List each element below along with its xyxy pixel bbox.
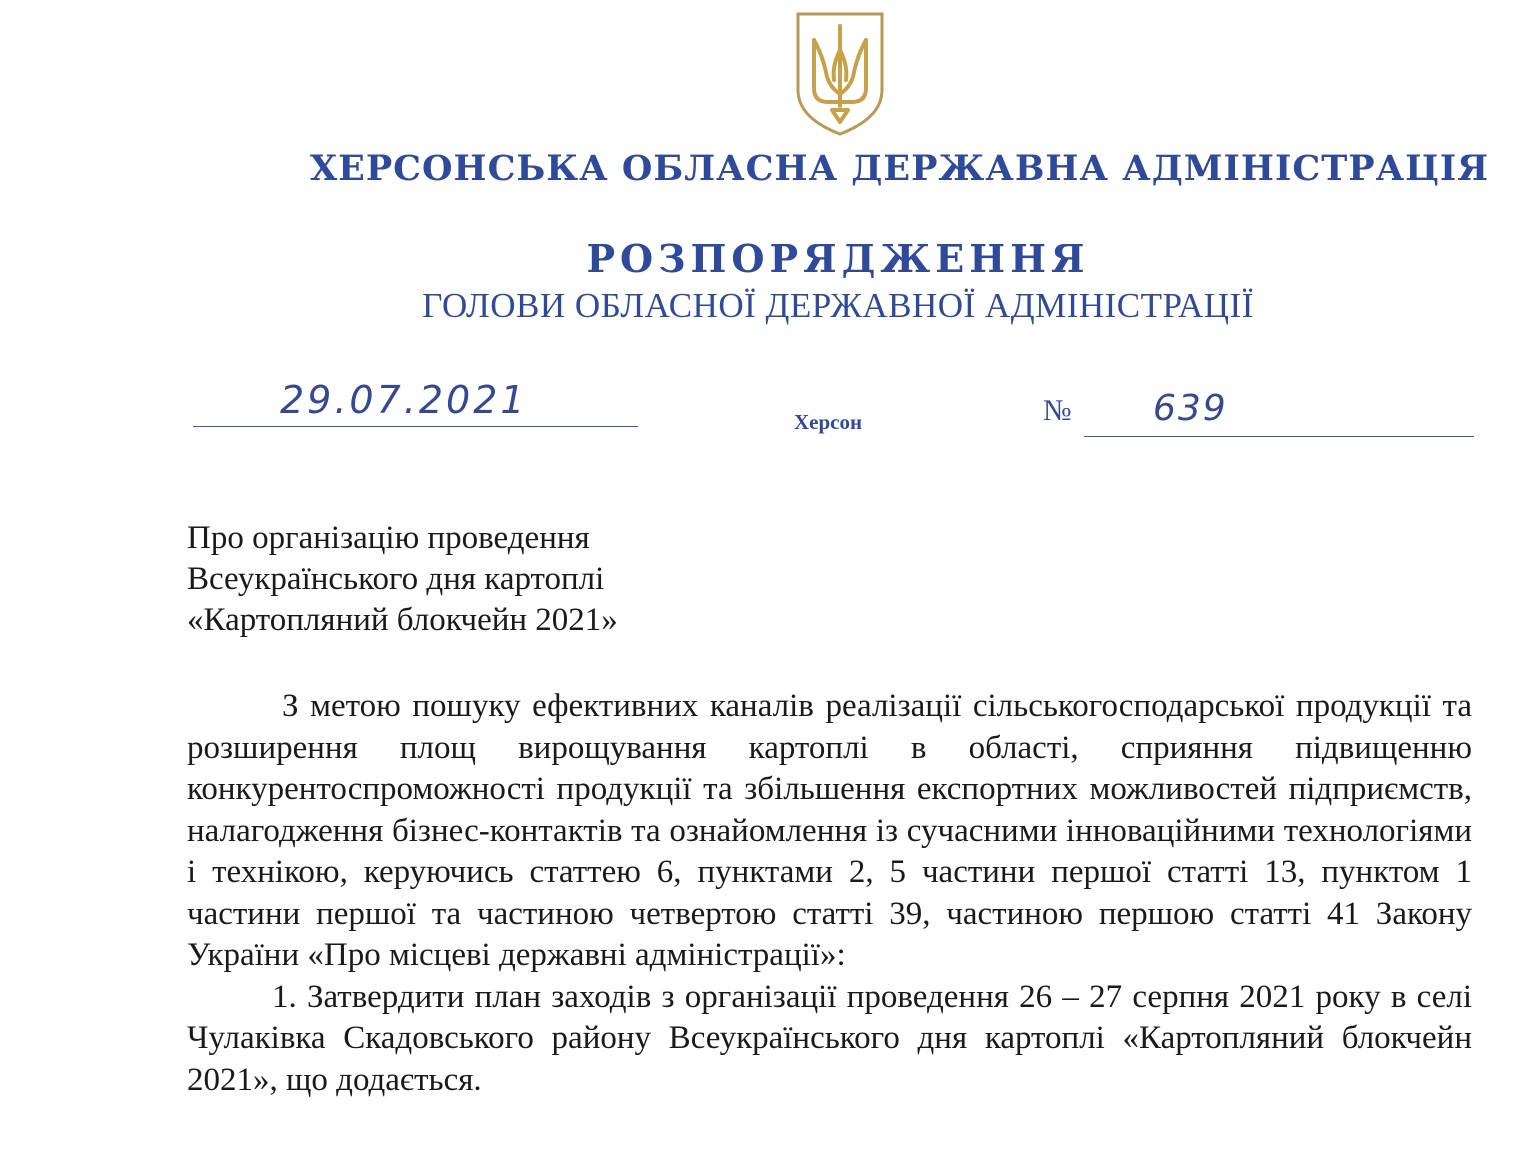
document-date: 29.07.2021 bbox=[280, 378, 528, 422]
document-subtitle: ГОЛОВИ ОБЛАСНОЇ ДЕРЖАВНОЇ АДМІНІСТРАЦІЇ bbox=[422, 286, 1254, 325]
organization-title: ХЕРСОНСЬКА ОБЛАСНА ДЕРЖАВНА АДМІНІСТРАЦІЯ bbox=[310, 148, 1490, 189]
subject-line: Всеукраїнського дня картоплі bbox=[187, 561, 605, 597]
subject-line: «Картопляний блокчейн 2021» bbox=[187, 602, 618, 638]
preamble-paragraph: З метою пошуку ефективних каналів реалізації сільськогосподарської продукції та розширення площ вирощування картоплі в області, сприяння підвищенню конкурентоспроможності продукції та збільшення експортних можливостей підприємств, налагодження бізнес-контактів та ознайомлення із сучасними інноваційними технологіями і технікою, керуючись статтею 6, пунктами 2, 5 частини першої статті 13, пунктом 1 частини першої та частиною четвертою статті 39, частиною першою статті 41 Закону України «Про місцеві державні адміністрації»: bbox=[187, 688, 1472, 973]
number-sign: № bbox=[1043, 394, 1072, 427]
order-item-1: 1. Затвердити план заходів з організації проведення 26 – 27 серпня 2021 року в селі Чулаківка Скадовського району Всеукраїнського дня картоплі «Картопляний блокчейн 2021», що додається. bbox=[187, 978, 1472, 1098]
document-number: 639 bbox=[1153, 388, 1228, 429]
document-subject bbox=[187, 518, 887, 641]
document-city: Херсон bbox=[794, 410, 863, 434]
document-body bbox=[187, 686, 1472, 1101]
ukraine-trident-icon bbox=[792, 10, 888, 138]
document-type: РОЗПОРЯДЖЕННЯ bbox=[586, 236, 1090, 281]
number-underline bbox=[1084, 436, 1474, 437]
date-underline bbox=[193, 426, 638, 427]
subject-line: Про організацію проведення bbox=[187, 520, 590, 556]
